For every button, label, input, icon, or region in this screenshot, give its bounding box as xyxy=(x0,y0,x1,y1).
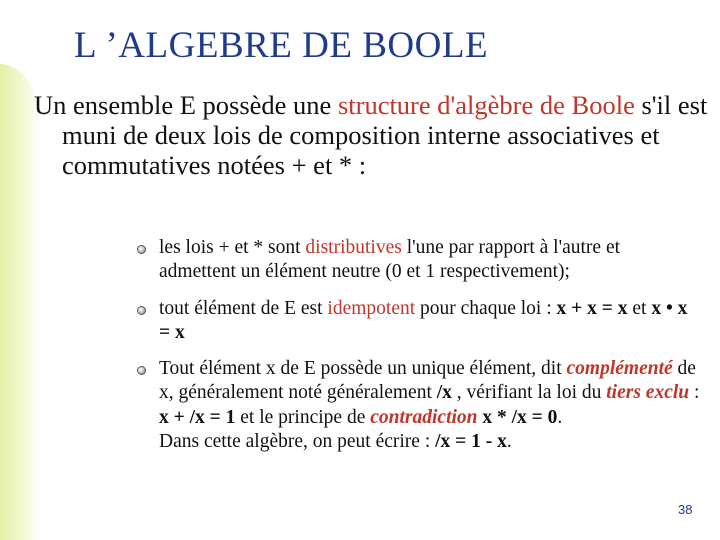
item-text: Dans cette algèbre, on peut écrire : xyxy=(159,431,436,453)
formula-complement: /x = 1 - x xyxy=(435,431,507,453)
formula-excluded-middle: x + /x = 1 xyxy=(159,406,236,428)
item-text: tout élément de E est xyxy=(159,297,328,319)
property-list xyxy=(134,236,700,466)
idempotent-term: idempotent xyxy=(327,297,416,319)
bullet-icon xyxy=(137,306,146,315)
intro-highlight-term: structure d'algèbre de Boole xyxy=(337,90,635,120)
page-number: 38 xyxy=(678,502,693,517)
list-item-distributivity xyxy=(134,236,700,285)
contradiction-term: contradiction xyxy=(370,406,478,428)
item-text: , vérifiant la loi du xyxy=(451,382,607,404)
item-text: et xyxy=(627,297,652,319)
list-item-idempotence xyxy=(134,297,700,346)
item-text: . xyxy=(506,431,512,453)
item-text: de x, généralement noté généralement xyxy=(159,358,696,404)
intro-paragraph xyxy=(34,90,720,180)
item-text: Tout élément x de E possède un unique élément, dit xyxy=(159,358,567,380)
formula-contradiction: x * /x = 0 xyxy=(482,406,558,428)
item-text: . xyxy=(557,406,563,428)
intro-text: Un ensemble E possède une xyxy=(34,90,338,120)
bullet-icon xyxy=(137,245,146,254)
intro-text: s'il est muni de deux lois de composition interne associatives et commutatives notées + et * : xyxy=(62,90,708,180)
slide-title: L ’ALGEBRE DE BOOLE xyxy=(74,25,489,66)
excluded-middle-term: tiers exclu xyxy=(606,382,690,404)
item-text: pour chaque loi : xyxy=(415,297,557,319)
item-text: : xyxy=(689,382,700,404)
list-item-complement xyxy=(134,357,700,454)
item-text: et le principe de xyxy=(235,406,371,428)
bullet-icon xyxy=(137,366,146,375)
item-text: les lois + et * sont xyxy=(159,237,306,258)
formula-sum: x + x = x xyxy=(556,297,628,319)
item-text: l'une par rapport à l'autre et admettent un élément neutre (0 et 1 respectivement); xyxy=(159,237,621,283)
distributive-term: distributives xyxy=(305,237,402,258)
complement-term: complémenté xyxy=(566,358,673,380)
formula-product: x • x = x xyxy=(159,297,688,343)
complement-notation: /x xyxy=(436,382,452,404)
